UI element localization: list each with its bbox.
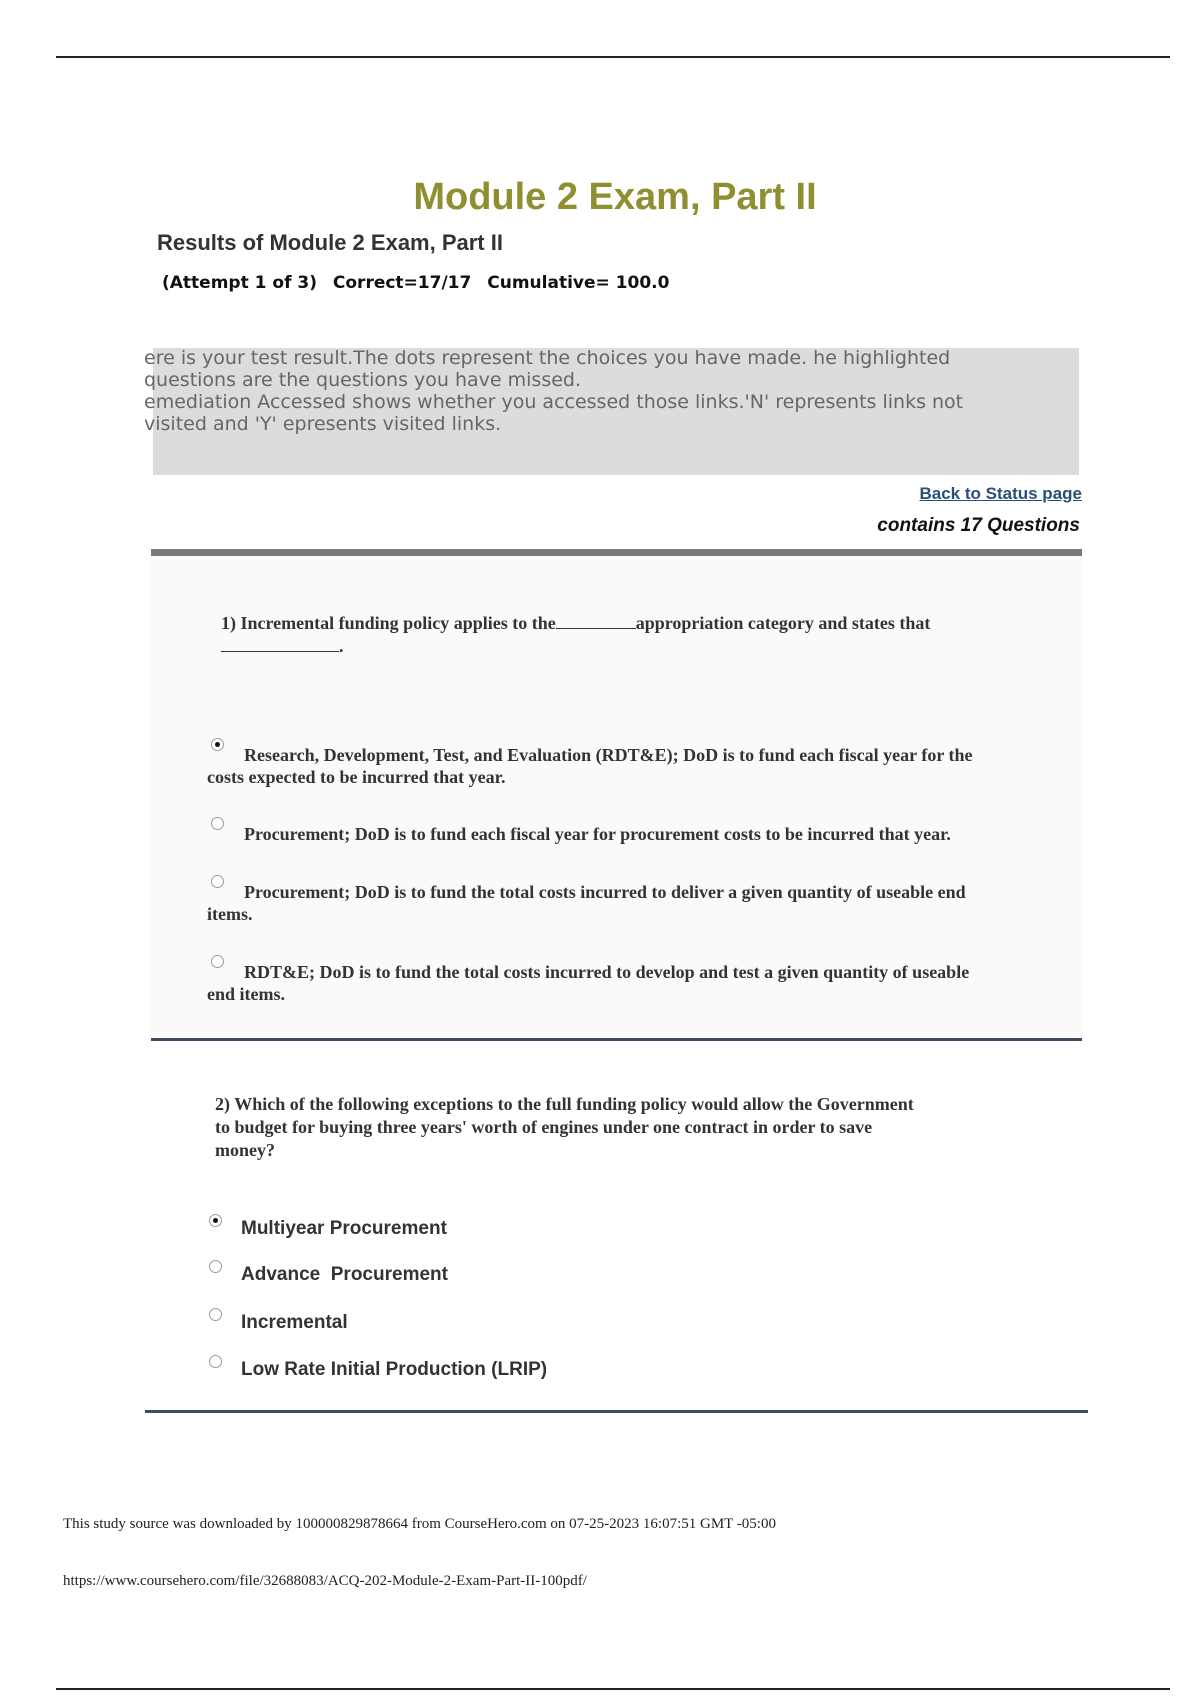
question-2-text: 2) Which of the following exceptions to the full funding policy would allow the Government to budget for buying three years' worth of engines under one contract in order to save money? (215, 1094, 914, 1160)
info-line: ere is your test result.The dots represent the choices you have made. he highlighted (144, 347, 951, 369)
question-separator (151, 1038, 1082, 1041)
answer-blank (221, 637, 339, 652)
attempt-label: (Attempt 1 of 3) (162, 273, 317, 293)
correct-count: Correct=17/17 (332, 273, 472, 293)
answer-blank (556, 614, 636, 629)
source-url: https://www.coursehero.com/file/32688083/ACQ-202-Module-2-Exam-Part-II-100pdf/ (63, 1573, 587, 1589)
info-line: emediation Accessed shows whether you accessed those links.'N' represents links not (144, 391, 964, 413)
q1-option-4: RDT&E; DoD is to fund the total costs incurred to develop and test a given quantity of useable end items. (207, 962, 970, 1004)
q2-option-1-label: Multiyear Procurement (241, 1218, 447, 1239)
q2-option-2-radio[interactable] (209, 1260, 222, 1273)
cumulative-score: Cumulative= 100.0 (487, 273, 670, 293)
q2-option-3-radio[interactable] (209, 1308, 222, 1321)
section-divider (151, 549, 1082, 556)
info-text (144, 347, 1074, 435)
top-rule (56, 56, 1170, 58)
download-notice: This study source was downloaded by 100000829878664 from CourseHero.com on 07-25-2023 16:07:51 GMT -05:00 (63, 1516, 776, 1532)
back-to-status-link[interactable]: Back to Status page (919, 484, 1082, 503)
attempt-summary (162, 273, 679, 293)
info-line: questions are the questions you have missed. (144, 369, 582, 391)
question-separator (145, 1410, 1088, 1413)
q1-option-3: Procurement; DoD is to fund the total costs incurred to deliver a given quantity of useable end items. (207, 882, 966, 924)
q2-option-3-label: Incremental (241, 1312, 348, 1333)
bottom-rule (56, 1688, 1170, 1690)
results-subtitle: Results of Module 2 Exam, Part II (157, 230, 503, 255)
q2-option-4-radio[interactable] (209, 1355, 222, 1368)
q1-option-2: Procurement; DoD is to fund each fiscal year for procurement costs to be incurred that year. (244, 824, 951, 844)
question-1-text: 1) Incremental funding policy applies to the appropriation category and states that . (221, 613, 931, 656)
info-line: visited and 'Y' epresents visited links. (144, 413, 502, 435)
q1-option-1: Research, Development, Test, and Evaluation (RDT&E); DoD is to fund each fiscal year for the costs expected to be incurred that year. (207, 745, 973, 787)
q2-option-4-label: Low Rate Initial Production (LRIP) (241, 1359, 548, 1380)
q2-option-2-label: Advance Procurement (241, 1264, 448, 1285)
question-count: contains 17 Questions (877, 515, 1080, 536)
page-title: Module 2 Exam, Part II (413, 176, 817, 218)
q2-option-1-radio[interactable] (209, 1214, 222, 1227)
